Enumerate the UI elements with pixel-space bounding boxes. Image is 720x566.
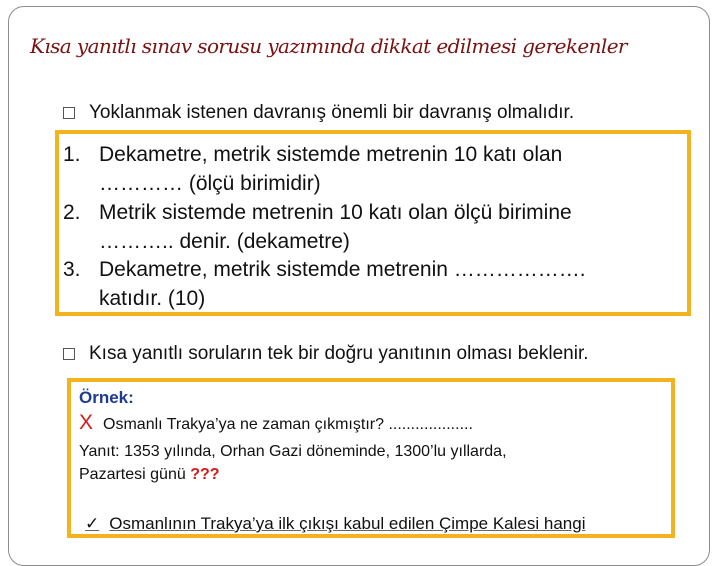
bullet-item-2 [63,343,589,365]
example-answer-line-2 [79,466,220,484]
item-1-continuation: ………… (ölçü birimidir) [99,172,321,195]
checkbox-bullet-icon [63,107,75,119]
example-question [79,411,473,435]
item-number: 2. [63,201,81,224]
x-mark-icon: X [79,411,94,434]
example-answer-line-1: Yanıt: 1353 yılında, Orhan Gazi döneminde, 1300’lu yıllarda, [79,443,507,460]
checkbox-bullet-icon [63,348,75,360]
item-text: Dekametre, metrik sistemde metrenin ………………. [99,258,586,281]
bullet-item-1 [63,102,574,124]
bullet-text-2: Kısa yanıtlı soruların tek bir doğru yanıtının olması beklenir. [89,343,589,364]
item-number: 3. [63,258,81,281]
example-question-text: Osmanlı Trakya’ya ne zaman çıkmıştır? ................... [103,416,473,433]
item-text: Metrik sistemde metrenin 10 katı olan ölçü birimine [99,201,572,224]
check-mark-icon: ✓ [85,514,100,533]
example-answer-text: Pazartesi günü [79,466,186,483]
bullet-text-1: Yoklanmak istenen davranış önemli bir davranış olmalıdır. [89,102,575,123]
checked-example-row [85,514,585,534]
numbered-item-1 [63,143,562,167]
numbered-item-3 [63,258,586,282]
question-marks: ??? [190,466,220,483]
example-label: Örnek: [79,388,134,407]
item-number: 1. [63,143,81,166]
item-text: Dekametre, metrik sistemde metrenin 10 katı olan [99,143,563,166]
item-2-continuation: ……….. denir. (dekametre) [99,230,350,253]
numbered-item-2 [63,201,572,225]
item-3-continuation: katıdır. (10) [99,287,206,310]
slide-title: Kısa yanıtlı sınav sorusu yazımında dikkat edilmesi gerekenler [30,34,627,58]
checked-example-text: Osmanlının Trakya’ya ilk çıkışı kabul edilen Çimpe Kalesi hangi [109,514,586,533]
